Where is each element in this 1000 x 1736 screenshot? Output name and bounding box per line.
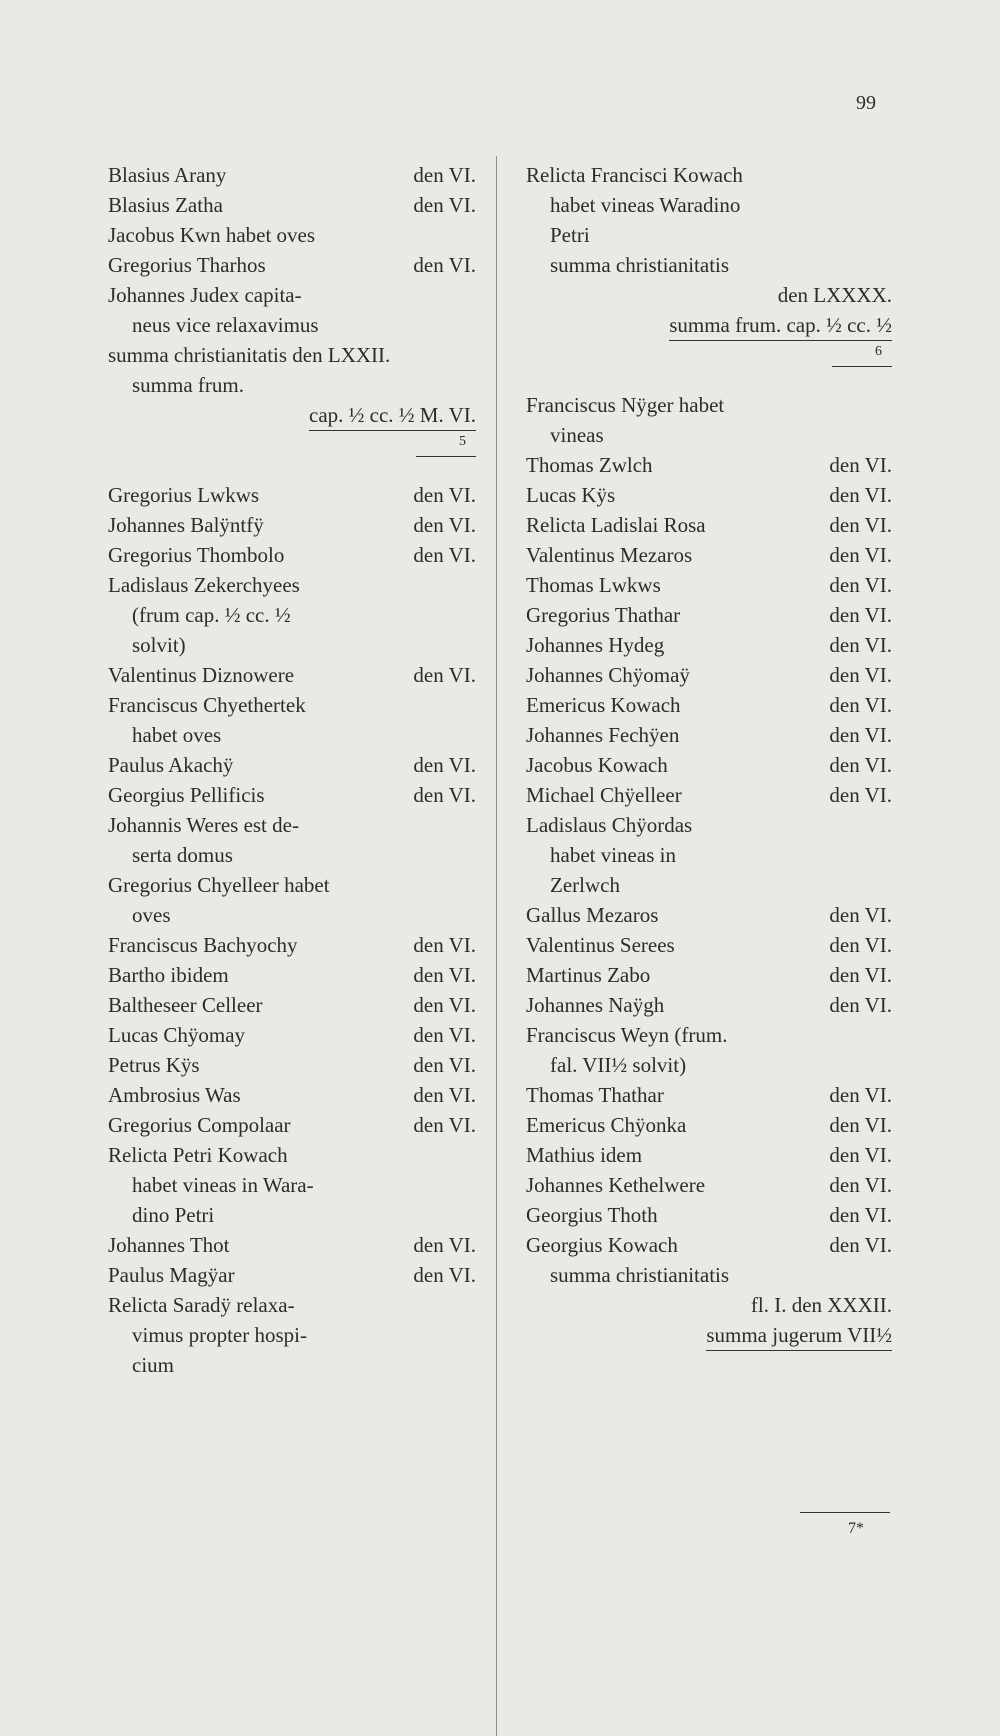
entry-amount: den VI. <box>829 1233 892 1257</box>
entry-row <box>526 1320 892 1350</box>
entry-name: Relicta Petri Kowach <box>108 1143 288 1167</box>
entry-row <box>108 990 476 1020</box>
entry-name: dino Petri <box>132 1203 215 1227</box>
entry-row <box>526 690 892 720</box>
entry-name: Georgius Kowach <box>526 1233 678 1257</box>
entry-row <box>108 720 476 750</box>
entry-amount: den VI. <box>413 783 476 807</box>
entry-row <box>108 930 476 960</box>
entry-name: Johannes Thot <box>108 1233 230 1257</box>
entry-row <box>108 1350 476 1380</box>
entry-amount: den VI. <box>829 1203 892 1227</box>
entry-name: summa christianitatis <box>550 253 730 277</box>
footer-rule <box>800 1512 890 1513</box>
entry-row <box>108 1050 476 1080</box>
entry-name: Relicta Francisci Kowach <box>526 163 743 187</box>
entry-row <box>108 660 476 690</box>
entry-name: Martinus Zabo <box>526 963 651 987</box>
entry-name: Paulus Akachÿ <box>108 753 234 777</box>
entry-row <box>108 480 476 510</box>
entry-amount: den VI. <box>413 1113 476 1137</box>
entry-amount: den VI. <box>829 723 892 747</box>
entry-name: Johannes Hydeg <box>526 633 665 657</box>
entry-amount: den VI. <box>829 483 892 507</box>
entry-amount: den VI. <box>829 753 892 777</box>
entry-row <box>526 480 892 510</box>
entry-name: fal. VII½ solvit) <box>550 1053 687 1077</box>
entry-row <box>108 1110 476 1140</box>
entry-amount: den VI. <box>413 1083 476 1107</box>
entry-row <box>108 400 476 430</box>
entry-row <box>526 1140 892 1170</box>
entry-name: Thomas Zwlch <box>526 453 653 477</box>
entry-row <box>108 190 476 220</box>
section-number: 5 <box>459 434 466 449</box>
entry-amount: den VI. <box>413 663 476 687</box>
entry-name: summa christianitatis den LXXII. <box>108 343 391 367</box>
entry-name: Thomas Lwkws <box>526 573 661 597</box>
entry-name: Petrus Kÿs <box>108 1053 200 1077</box>
entry-name: habet vineas in Wara- <box>132 1173 314 1197</box>
entry-name: Gregorius Tharhos <box>108 253 266 277</box>
entry-amount: den VI. <box>413 193 476 217</box>
section-rule <box>832 366 892 367</box>
entry-amount: den VI. <box>829 903 892 927</box>
entry-name: Johannes Kethelwere <box>526 1173 706 1197</box>
entry-row <box>526 780 892 810</box>
entry-amount: den VI. <box>829 1113 892 1137</box>
entry-row <box>526 540 892 570</box>
right-column <box>526 160 892 1350</box>
entry-amount: den VI. <box>829 603 892 627</box>
column-divider <box>496 156 497 1736</box>
entry-row <box>526 160 892 190</box>
entry-name: summa jugerum VII½ <box>706 1320 892 1351</box>
entry-row <box>526 810 892 840</box>
entry-row <box>108 220 476 250</box>
entry-amount: den VI. <box>413 163 476 187</box>
entry-row <box>108 1020 476 1050</box>
entry-name: cium <box>132 1353 174 1377</box>
entry-amount: den VI. <box>829 573 892 597</box>
entry-name: Lucas Chÿomay <box>108 1023 246 1047</box>
entry-name: fl. I. den XXXII. <box>750 1293 892 1317</box>
entry-name: Relicta Ladislai Rosa <box>526 513 706 537</box>
entry-row <box>108 960 476 990</box>
entry-amount: den VI. <box>829 513 892 537</box>
entry-name: Georgius Thoth <box>526 1203 658 1227</box>
entry-name: Zerlwch <box>550 873 620 897</box>
entry-amount: den VI. <box>829 693 892 717</box>
entry-row <box>108 780 476 810</box>
section-marker-5 <box>108 430 476 480</box>
entry-name: solvit) <box>132 633 186 657</box>
entry-name: Gallus Mezaros <box>526 903 659 927</box>
entry-row <box>526 1200 892 1230</box>
entry-amount: den VI. <box>829 1173 892 1197</box>
entry-name: Bartho ibidem <box>108 963 229 987</box>
entry-row <box>108 750 476 780</box>
entry-amount: den VI. <box>413 513 476 537</box>
entry-row <box>108 160 476 190</box>
entry-name: den LXXXX. <box>777 283 892 307</box>
entry-row <box>108 1290 476 1320</box>
entry-row <box>526 250 892 280</box>
entry-row <box>108 840 476 870</box>
entry-amount: den VI. <box>413 933 476 957</box>
entry-row <box>526 750 892 780</box>
entry-name: Thomas Thathar <box>526 1083 664 1107</box>
entry-name: summa christianitatis <box>550 1263 730 1287</box>
entry-name: Baltheseer Celleer <box>108 993 263 1017</box>
entry-amount: den VI. <box>413 993 476 1017</box>
entry-amount: den VI. <box>829 993 892 1017</box>
entry-row <box>526 1050 892 1080</box>
entry-name: Gregorius Thombolo <box>108 543 285 567</box>
entry-row <box>526 990 892 1020</box>
entry-name: Emericus Kowach <box>526 693 681 717</box>
entry-name: habet vineas Waradino <box>550 193 741 217</box>
entry-row <box>526 280 892 310</box>
entry-name: Valentinus Mezaros <box>526 543 693 567</box>
entry-row <box>108 1260 476 1290</box>
entry-amount: den VI. <box>829 1143 892 1167</box>
entry-amount: den VI. <box>413 543 476 567</box>
entry-name: Michael Chÿelleer <box>526 783 682 807</box>
entry-row <box>526 1260 892 1290</box>
entry-row <box>108 250 476 280</box>
entry-amount: den VI. <box>829 633 892 657</box>
entry-row <box>526 450 892 480</box>
entry-name: Valentinus Diznowere <box>108 663 295 687</box>
entry-row <box>526 1080 892 1110</box>
entry-row <box>526 1110 892 1140</box>
entry-name: Gregorius Chyelleer habet <box>108 873 330 897</box>
left-column <box>108 160 476 1380</box>
entry-amount: den VI. <box>829 453 892 477</box>
entry-name: Mathius idem <box>526 1143 643 1167</box>
entry-row <box>108 810 476 840</box>
entry-row <box>108 1170 476 1200</box>
entry-row <box>108 1200 476 1230</box>
entry-name: Valentinus Serees <box>526 933 675 957</box>
entry-amount: den VI. <box>413 963 476 987</box>
entry-name: Jacobus Kwn habet oves <box>108 223 316 247</box>
entry-row <box>108 370 476 400</box>
entry-row <box>108 1230 476 1260</box>
right-entries-a <box>526 160 892 340</box>
entry-name: vimus propter hospi- <box>132 1323 307 1347</box>
entry-name: summa frum. cap. ½ cc. ½ <box>669 310 892 341</box>
entry-row <box>108 900 476 930</box>
entry-row <box>108 630 476 660</box>
entry-name: Lucas Kÿs <box>526 483 616 507</box>
entry-name: Johannes Judex capita- <box>108 283 302 307</box>
entry-name: Johannes Naÿgh <box>526 993 665 1017</box>
entry-row <box>526 870 892 900</box>
entry-name: Blasius Zatha <box>108 193 223 217</box>
entry-row <box>526 840 892 870</box>
entry-amount: den VI. <box>829 663 892 687</box>
entry-name: Franciscus Chyethertek <box>108 693 306 717</box>
entry-name: Johannis Weres est de- <box>108 813 299 837</box>
entry-name: Georgius Pellificis <box>108 783 265 807</box>
entry-row <box>108 1080 476 1110</box>
entry-amount: den VI. <box>829 783 892 807</box>
entry-row <box>526 1290 892 1320</box>
entry-amount: den VI. <box>413 483 476 507</box>
entry-name: serta domus <box>132 843 233 867</box>
entry-row <box>526 510 892 540</box>
section-number: 6 <box>875 344 882 359</box>
entry-amount: den VI. <box>413 1053 476 1077</box>
entry-row <box>526 900 892 930</box>
entry-row <box>526 630 892 660</box>
entry-row <box>526 1230 892 1260</box>
entry-amount: den VI. <box>829 933 892 957</box>
entry-row <box>526 930 892 960</box>
page-number: 99 <box>856 92 876 114</box>
entry-name: cap. ½ cc. ½ M. VI. <box>309 400 476 431</box>
entry-amount: den VI. <box>829 963 892 987</box>
entry-name: Gregorius Compolaar <box>108 1113 291 1137</box>
entry-row <box>108 540 476 570</box>
entry-name: Gregorius Lwkws <box>108 483 260 507</box>
entry-name: Relicta Saradÿ relaxa- <box>108 1293 295 1317</box>
entry-row <box>526 190 892 220</box>
entry-row <box>526 420 892 450</box>
entry-name: Ambrosius Was <box>108 1083 241 1107</box>
entry-name: habet vineas in <box>550 843 676 867</box>
entry-name: vineas <box>550 423 604 447</box>
entry-amount: den VI. <box>413 1233 476 1257</box>
section-marker-6 <box>526 340 892 390</box>
entry-name: Johannes Fechÿen <box>526 723 680 747</box>
entry-row <box>108 570 476 600</box>
entry-row <box>108 1320 476 1350</box>
entry-name: Johannes Balÿntfÿ <box>108 513 264 537</box>
entry-row <box>526 220 892 250</box>
left-entries-b <box>108 480 476 1380</box>
entry-row <box>526 310 892 340</box>
entry-name: (frum cap. ½ cc. ½ <box>132 603 291 627</box>
entry-name: Petri <box>550 223 590 247</box>
entry-name: Johannes Chÿomaÿ <box>526 663 690 687</box>
entry-name: Emericus Chÿonka <box>526 1113 687 1137</box>
entry-row <box>108 600 476 630</box>
entry-row <box>108 310 476 340</box>
entry-row <box>526 570 892 600</box>
signature-mark: 7* <box>848 1520 864 1537</box>
entry-row <box>526 720 892 750</box>
entry-row <box>108 870 476 900</box>
entry-row <box>108 510 476 540</box>
entry-amount: den VI. <box>829 1083 892 1107</box>
entry-row <box>108 280 476 310</box>
entry-name: Ladislaus Chÿordas <box>526 813 693 837</box>
entry-amount: den VI. <box>413 1023 476 1047</box>
entry-row <box>526 660 892 690</box>
entry-row <box>108 690 476 720</box>
entry-amount: den VI. <box>413 1263 476 1287</box>
entry-name: neus vice relaxavimus <box>132 313 319 337</box>
entry-name: habet oves <box>132 723 222 747</box>
entry-name: Paulus Magÿar <box>108 1263 235 1287</box>
right-entries-b <box>526 390 892 1350</box>
entry-amount: den VI. <box>413 253 476 277</box>
entry-row <box>108 340 476 370</box>
entry-name: Blasius Arany <box>108 163 227 187</box>
entry-row <box>526 1170 892 1200</box>
entry-name: Franciscus Bachyochy <box>108 933 298 957</box>
entry-amount: den VI. <box>829 543 892 567</box>
entry-name: Ladislaus Zekerchyees <box>108 573 300 597</box>
entry-row <box>526 1020 892 1050</box>
left-entries-a <box>108 160 476 430</box>
entry-name: oves <box>132 903 171 927</box>
entry-name: Jacobus Kowach <box>526 753 668 777</box>
entry-name: Franciscus Nÿger habet <box>526 393 725 417</box>
entry-row <box>108 1140 476 1170</box>
entry-row <box>526 390 892 420</box>
section-rule <box>416 456 476 457</box>
entry-row <box>526 600 892 630</box>
entry-name: Gregorius Thathar <box>526 603 681 627</box>
entry-row <box>526 960 892 990</box>
entry-name: summa frum. <box>132 373 244 397</box>
entry-amount: den VI. <box>413 753 476 777</box>
entry-name: Franciscus Weyn (frum. <box>526 1023 728 1047</box>
